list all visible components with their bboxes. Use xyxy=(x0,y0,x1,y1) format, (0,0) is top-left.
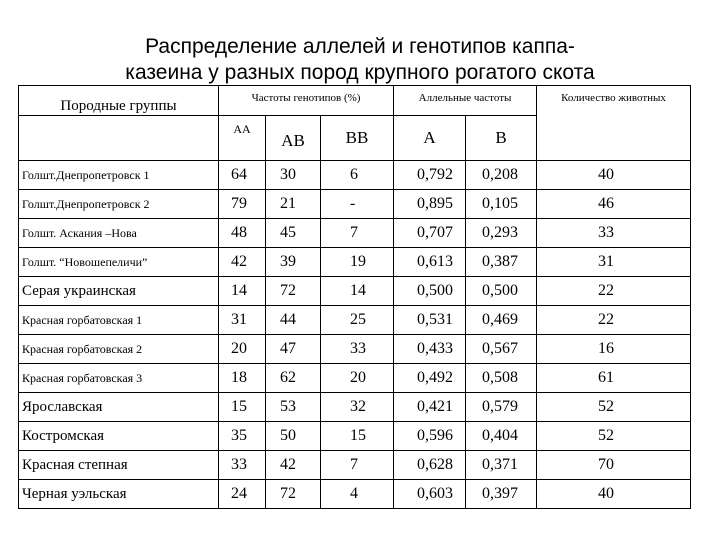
cell-a: 0,492 xyxy=(394,364,466,393)
row-name: Голшт.Днепропетровск 2 xyxy=(19,190,219,219)
data-table xyxy=(18,85,691,509)
cell-a: 0,531 xyxy=(394,306,466,335)
subheader-aa: АА xyxy=(219,116,266,161)
cell-a: 0,500 xyxy=(394,277,466,306)
cell-b: 0,469 xyxy=(466,306,537,335)
cell-b: 0,371 xyxy=(466,451,537,480)
table-row xyxy=(19,335,691,364)
cell-count: 52 xyxy=(537,393,691,422)
cell-b: 0,567 xyxy=(466,335,537,364)
cell-aa: 42 xyxy=(219,248,266,277)
cell-bb: 14 xyxy=(321,277,394,306)
cell-aa: 79 xyxy=(219,190,266,219)
cell-ab: 45 xyxy=(266,219,321,248)
cell-bb: 15 xyxy=(321,422,394,451)
cell-a: 0,433 xyxy=(394,335,466,364)
cell-aa: 48 xyxy=(219,219,266,248)
cell-count: 61 xyxy=(537,364,691,393)
cell-a: 0,707 xyxy=(394,219,466,248)
cell-aa: 64 xyxy=(219,161,266,190)
cell-b: 0,208 xyxy=(466,161,537,190)
subheader-bb: ВВ xyxy=(321,116,394,161)
header-count: Количество животных xyxy=(537,86,691,161)
table-row xyxy=(19,480,691,509)
cell-count: 16 xyxy=(537,335,691,364)
table-row xyxy=(19,161,691,190)
table-row xyxy=(19,422,691,451)
cell-b: 0,508 xyxy=(466,364,537,393)
cell-count: 40 xyxy=(537,161,691,190)
cell-a: 0,421 xyxy=(394,393,466,422)
cell-bb: 25 xyxy=(321,306,394,335)
cell-bb: 19 xyxy=(321,248,394,277)
cell-bb: 4 xyxy=(321,480,394,509)
subheader-b: В xyxy=(466,116,537,161)
cell-bb: 33 xyxy=(321,335,394,364)
table-row xyxy=(19,277,691,306)
cell-ab: 72 xyxy=(266,277,321,306)
cell-ab: 21 xyxy=(266,190,321,219)
cell-bb: 7 xyxy=(321,219,394,248)
cell-b: 0,397 xyxy=(466,480,537,509)
subheader-empty xyxy=(19,116,219,161)
row-name: Черная уэльская xyxy=(19,480,219,509)
row-name: Красная горбатовская 3 xyxy=(19,364,219,393)
cell-a: 0,792 xyxy=(394,161,466,190)
cell-count: 33 xyxy=(537,219,691,248)
header-allele-freq: Аллельные частоты xyxy=(394,86,537,116)
row-name: Голшт. Аскания –Нова xyxy=(19,219,219,248)
header-row xyxy=(19,86,691,116)
table-row xyxy=(19,248,691,277)
table-row xyxy=(19,190,691,219)
cell-bb: 6 xyxy=(321,161,394,190)
table-row xyxy=(19,393,691,422)
row-name: Ярославская xyxy=(19,393,219,422)
table-row xyxy=(19,364,691,393)
subheader-a: А xyxy=(394,116,466,161)
header-genotype-freq: Частоты генотипов (%) xyxy=(219,86,394,116)
cell-aa: 33 xyxy=(219,451,266,480)
cell-aa: 15 xyxy=(219,393,266,422)
table-row xyxy=(19,451,691,480)
cell-ab: 72 xyxy=(266,480,321,509)
table-row xyxy=(19,219,691,248)
cell-ab: 53 xyxy=(266,393,321,422)
cell-bb: 7 xyxy=(321,451,394,480)
cell-count: 22 xyxy=(537,277,691,306)
cell-aa: 31 xyxy=(219,306,266,335)
title-line-2: казеина у разных пород крупного рогатого скота xyxy=(125,61,595,84)
cell-aa: 24 xyxy=(219,480,266,509)
cell-count: 46 xyxy=(537,190,691,219)
cell-b: 0,500 xyxy=(466,277,537,306)
cell-b: 0,404 xyxy=(466,422,537,451)
cell-ab: 47 xyxy=(266,335,321,364)
cell-b: 0,579 xyxy=(466,393,537,422)
cell-bb: 20 xyxy=(321,364,394,393)
cell-a: 0,628 xyxy=(394,451,466,480)
cell-ab: 44 xyxy=(266,306,321,335)
title-line-1: Распределение аллелей и генотипов каппа- xyxy=(145,35,575,58)
page-title xyxy=(0,34,720,86)
cell-ab: 30 xyxy=(266,161,321,190)
cell-ab: 39 xyxy=(266,248,321,277)
cell-aa: 35 xyxy=(219,422,266,451)
row-name: Красная степная xyxy=(19,451,219,480)
row-name: Красная горбатовская 1 xyxy=(19,306,219,335)
subheader-ab: АВ xyxy=(266,116,321,161)
cell-a: 0,596 xyxy=(394,422,466,451)
row-name: Красная горбатовская 2 xyxy=(19,335,219,364)
cell-count: 52 xyxy=(537,422,691,451)
cell-aa: 20 xyxy=(219,335,266,364)
cell-bb: 32 xyxy=(321,393,394,422)
cell-ab: 62 xyxy=(266,364,321,393)
cell-aa: 18 xyxy=(219,364,266,393)
cell-count: 40 xyxy=(537,480,691,509)
row-name: Серая украинская xyxy=(19,277,219,306)
cell-b: 0,293 xyxy=(466,219,537,248)
cell-ab: 50 xyxy=(266,422,321,451)
header-groups: Породные группы xyxy=(19,86,219,116)
table-row xyxy=(19,306,691,335)
row-name: Голшт.Днепропетровск 1 xyxy=(19,161,219,190)
cell-a: 0,895 xyxy=(394,190,466,219)
cell-count: 22 xyxy=(537,306,691,335)
row-name: Костромская xyxy=(19,422,219,451)
cell-b: 0,387 xyxy=(466,248,537,277)
cell-count: 70 xyxy=(537,451,691,480)
cell-aa: 14 xyxy=(219,277,266,306)
cell-b: 0,105 xyxy=(466,190,537,219)
cell-a: 0,613 xyxy=(394,248,466,277)
cell-a: 0,603 xyxy=(394,480,466,509)
cell-ab: 42 xyxy=(266,451,321,480)
cell-count: 31 xyxy=(537,248,691,277)
row-name: Голшт. “Новошепеличи” xyxy=(19,248,219,277)
cell-bb: - xyxy=(321,190,394,219)
